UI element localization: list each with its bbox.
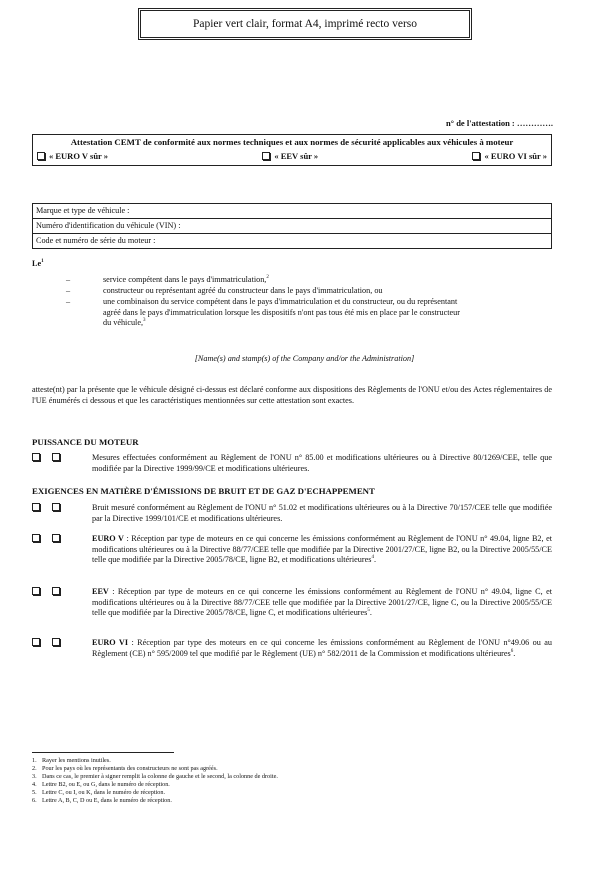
checkbox-icon[interactable] (32, 453, 40, 461)
stamp-placeholder: [Name(s) and stamp(s) of the Company and/or the Administration] (194, 354, 415, 363)
checklist-item (32, 503, 552, 524)
engine-code-field[interactable]: Code et numéro de série du moteur : (33, 234, 552, 249)
option-eev[interactable] (262, 151, 318, 162)
bullet-item (103, 286, 543, 297)
checkbox-icon[interactable] (52, 534, 60, 542)
checklist-item: EURO VI : Réception par type des moteurs en ce qui concerne les émissions conformément au Règlement de l'ONU n°49.06 ou au Règlement (CE) n° 595/2009 tel que modifié par le Règlement (UE) n° 582/2011 de la Commission et modifications ultérieures$^6$. (32, 638, 552, 659)
le-label (32, 259, 44, 270)
checkbox-icon[interactable] (32, 503, 40, 511)
checkbox-icon[interactable] (472, 152, 480, 160)
footnote-number: 6. (32, 797, 37, 804)
footnote-text: Lettre A, B, C, D ou E, dans le numéro de réception. (42, 797, 172, 804)
footnote-number: 4. (32, 781, 37, 788)
checkbox-icon[interactable] (37, 152, 45, 160)
option-label: « EURO VI sûr » (484, 151, 547, 161)
bullet-text: constructeur ou représentant agréé du constructeur dans le pays d'immatriculation, ou (103, 286, 383, 295)
bullet-item (103, 275, 443, 286)
checkbox-icon[interactable] (262, 152, 270, 160)
vehicle-table (32, 203, 552, 249)
dash: – (66, 286, 71, 295)
footnote-ref: 6 (510, 648, 514, 654)
checklist-item: EEV : Réception par type de moteurs en ce qui concerne les émissions conformément au Règlement de l'ONU n° 49.04, ligne C, et modifications ultérieures ou à la Directive 88/77/CEE telle que modifiée par la Directive 2001/27/CE, ligne C, ou la Directive 2005/55/CE telle que modifiée par la Directive 2005/78/CE, ligne C, et modifications ultérieures$^5$. (32, 587, 552, 619)
attestation-title: Attestation CEMT de conformité aux normes techniques et aux normes de sécurité applicables aux véhicules à moteur (70, 137, 514, 147)
item-label: EURO V (92, 534, 124, 543)
footnote-ref: 2 (266, 275, 269, 280)
footnote-ref: 1 (41, 259, 44, 264)
checkbox-icon[interactable] (52, 453, 60, 461)
footnote-number: 2. (32, 765, 37, 772)
attestation-number: n° de l'attestation : …………. (445, 118, 553, 128)
item-text: : Réception par type de moteurs en ce qui concerne les émissions conformément au Règlement de l'ONU n° 49.04, ligne B2, et modifications ultérieures ou à la Directive 88/77/CEE telle que modifiée par la Directive 2001/27/CE, ligne B2, ou la Directive 2005/55/CE telle que modifiée par la Directive 2005/78/CE, ligne B2, et modifications ultérieures (92, 534, 552, 565)
footnote (32, 757, 278, 765)
footnote-text: Lettre B2, ou E, ou G, dans le numéro de réception. (42, 781, 170, 788)
attestation-paragraph: atteste(nt) par la présente que le véhicule désigné ci-dessus est déclaré conforme aux dispositions des Règlements de l'ONU et/ou des Actes réglementaires de l'UE énumérés ci dessous et que les caractéristiques mentionnées sur cette attestation sont exactes. (32, 385, 552, 405)
footnote-divider (32, 752, 174, 753)
footnote-number: 5. (32, 789, 37, 796)
item-text: Mesures effectuées conformément au Règlement de l'ONU n° 85.00 et modifications ultérieures ou à Directive 80/1269/CEE, telle que modifiée par la Directive 1999/99/CE et modifications ultérieures. (92, 453, 552, 473)
bullet-item (103, 297, 463, 329)
vehicle-make-field[interactable]: Marque et type de véhicule : (33, 204, 552, 219)
checkbox-icon[interactable] (52, 638, 60, 646)
option-euro-vi[interactable] (472, 151, 547, 162)
footnote (32, 797, 278, 805)
footnote-number: 1. (32, 757, 37, 764)
dash: – (66, 275, 71, 284)
section-heading-emissions: EXIGENCES EN MATIÈRE D'ÉMISSIONS DE BRUIT ET DE GAZ D'ECHAPPEMENT (32, 486, 375, 496)
item-label: EURO VI (92, 638, 129, 647)
option-euro-v[interactable] (37, 151, 108, 162)
footnote-text: Dans ce cas, le premier à signer remplit la colonne de gauche et le second, la colonne de droite. (42, 773, 278, 780)
footnote (32, 773, 278, 781)
footnote-text: Lettre C, ou I, ou K, dans le numéro de réception. (42, 789, 166, 796)
footnote-ref: 5 (367, 608, 370, 614)
bullet-text: une combinaison du service compétent dans le pays d'immatriculation et du constructeur, ou du représentant agréé dans le pays d'immatriculation lorsque les dispositifs n'ont pas tous été mis en place par le constructeur du véhicule, (103, 297, 460, 328)
footnote (32, 789, 278, 797)
checkbox-icon[interactable] (52, 503, 60, 511)
footnote-ref: 3 (143, 318, 146, 324)
checkbox-icon[interactable] (32, 534, 40, 542)
checkbox-icon[interactable] (32, 638, 40, 646)
checklist-item (32, 453, 552, 474)
le-text: Le (32, 259, 42, 268)
dash: – (66, 297, 71, 306)
checkbox-icon[interactable] (32, 587, 40, 595)
footnote-ref: 4 (371, 555, 374, 561)
option-label: « EEV sûr » (274, 151, 319, 161)
checkbox-icon[interactable] (52, 587, 60, 595)
item-text: : Réception par type des moteurs en ce qui concerne les émissions conformément au Règlement de l'ONU n°49.06 ou au Règlement (CE) n° 595/2009 tel que modifié par le Règlement (UE) n° 582/2011 de la Commission et modifications ultérieures (92, 638, 552, 658)
item-text: Bruit mesuré conformément au Règlement de l'ONU n° 51.02 et modifications ultérieures ou à la Directive 70/157/CEE telle que modifiée par la Directive 1999/101/CE et modifications ultérieures. (92, 503, 552, 523)
footnote (32, 781, 278, 789)
footnotes (32, 757, 278, 805)
item-text: : Réception par type de moteurs en ce qui concerne les émissions conformément au Règlement de l'ONU n° 49.04, ligne C, et modifications ultérieures ou à la Directive 88/77/CEE telle que modifiée par la Directive 2001/27/CE, ligne C, ou la Directive 2005/55/CE telle que modifiée par la Directive 2005/78/CE, ligne C, et modifications ultérieures (92, 587, 552, 618)
attestation-title-box (32, 134, 552, 166)
footnote-text: Rayer les mentions inutiles. (42, 757, 111, 764)
option-label: « EURO V sûr » (49, 151, 109, 161)
section-heading-engine-power: PUISSANCE DU MOTEUR (32, 437, 139, 447)
bullet-text: service compétent dans le pays d'immatriculation, (103, 275, 267, 284)
vin-field[interactable]: Numéro d'identification du véhicule (VIN) : (33, 219, 552, 234)
footnote-text: Pour les pays où les représentants des constructeurs ne sont pas agréés. (42, 765, 218, 772)
paper-format-note: Papier vert clair, format A4, imprimé recto verso (138, 8, 472, 40)
footnote (32, 765, 278, 773)
item-label: EEV (92, 587, 109, 596)
footnote-number: 3. (32, 773, 37, 780)
checklist-item: EURO V : Réception par type de moteurs en ce qui concerne les émissions conformément au Règlement de l'ONU n° 49.04, ligne B2, et modifications ultérieures ou à la Directive 88/77/CEE telle que modifiée par la Directive 2001/27/CE, ligne B2, ou la Directive 2005/55/CE telle que modifiée par la Directive 2005/78/CE, ligne B2, et modifications ultérieures$^4$. (32, 534, 552, 566)
